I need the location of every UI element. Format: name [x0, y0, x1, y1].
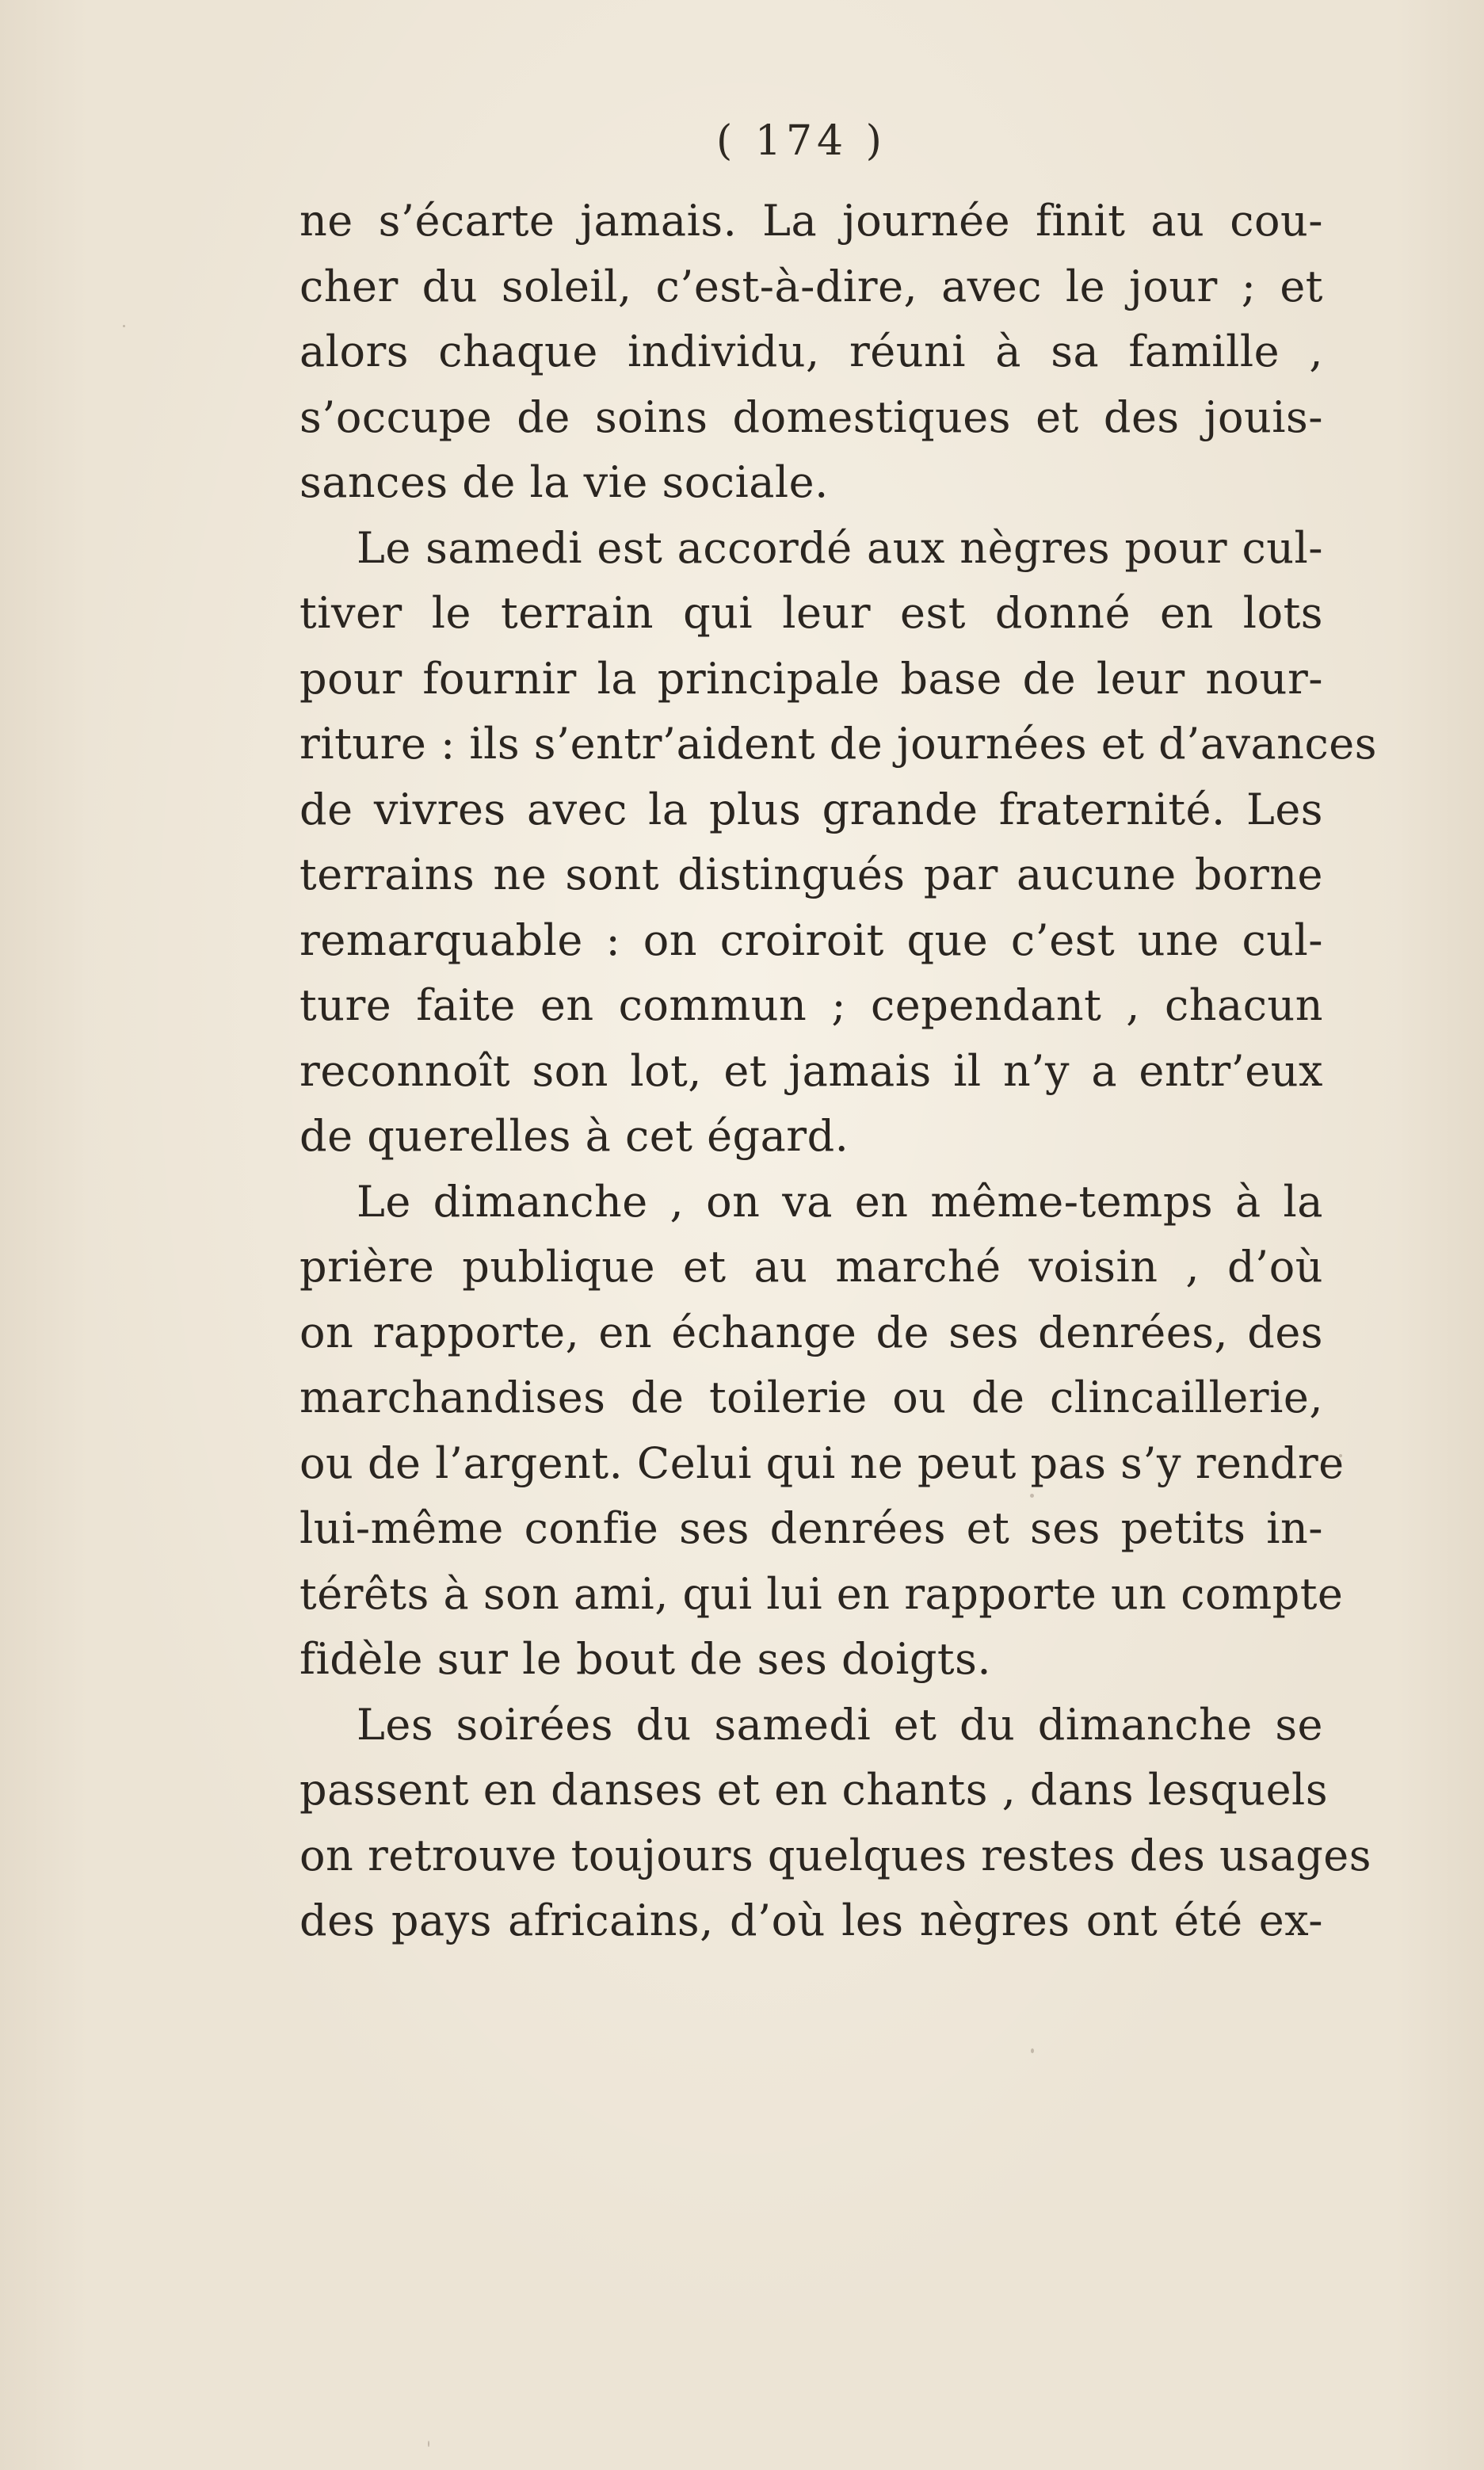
text-line: on retrouve toujours quelques restes des usages — [299, 1830, 1371, 1880]
text-line: de querelles à cet égard. — [299, 1111, 849, 1161]
text-line: sances de la vie sociale. — [299, 457, 829, 507]
paragraph-first-line: Le samedi est accordé aux nègres pour cul- — [357, 522, 1323, 573]
paragraph-first-line: Le dimanche , on va en même-temps à la — [357, 1176, 1323, 1227]
text-line: ture faite en commun ; cependant , chacun — [299, 980, 1323, 1030]
paper-speck — [428, 2441, 429, 2447]
paper-speck — [123, 325, 125, 327]
body-text — [299, 189, 1377, 1954]
text-line: pour fournir la principale base de leur nour- — [299, 653, 1323, 704]
text-line: alors chaque individu, réuni à sa famille , — [299, 326, 1323, 376]
text-line: fidèle sur le bout de ses doigts. — [299, 1634, 991, 1684]
text-line: marchandises de toilerie ou de clincaillerie, — [299, 1372, 1323, 1422]
text-line: reconnoît son lot, et jamais il n’y a entr’eux — [299, 1045, 1323, 1096]
text-line: terrains ne sont distingués par aucune borne — [299, 849, 1323, 899]
text-line: tiver le terrain qui leur est donné en lots — [299, 588, 1323, 638]
page-number: ( 174 ) — [716, 117, 887, 165]
text-line: on rapporte, en échange de ses denrées, des — [299, 1307, 1323, 1357]
text-line: s’occupe de soins domestiques et des jouis- — [299, 391, 1323, 442]
text-line: de vivres avec la plus grande fraternité. Les — [299, 784, 1323, 834]
text-line: ne s’écarte jamais. La journée finit au cou- — [299, 196, 1323, 246]
text-line: cher du soleil, c’est-à-dire, avec le jour ; et — [299, 261, 1323, 311]
text-line: remarquable : on croiroit que c’est une cul- — [299, 914, 1323, 965]
text-line: riture : ils s’entr’aident de journées et d’avances — [299, 719, 1377, 769]
paper-speck — [1031, 2048, 1034, 2053]
text-line: prière publique et au marché voisin , d’où — [299, 1242, 1323, 1292]
paragraph-first-line: Les soirées du samedi et du dimanche se — [357, 1699, 1323, 1750]
text-line: passent en danses et en chants , dans lesquels — [299, 1765, 1329, 1815]
text-line: lui-même confie ses denrées et ses petits in- — [299, 1503, 1323, 1553]
text-line: des pays africains, d’où les nègres ont été ex- — [299, 1895, 1323, 1945]
text-line: térêts à son ami, qui lui en rapporte un compte — [299, 1568, 1344, 1619]
text-line: ou de l’argent. Celui qui ne peut pas s’y rendre — [299, 1437, 1345, 1488]
